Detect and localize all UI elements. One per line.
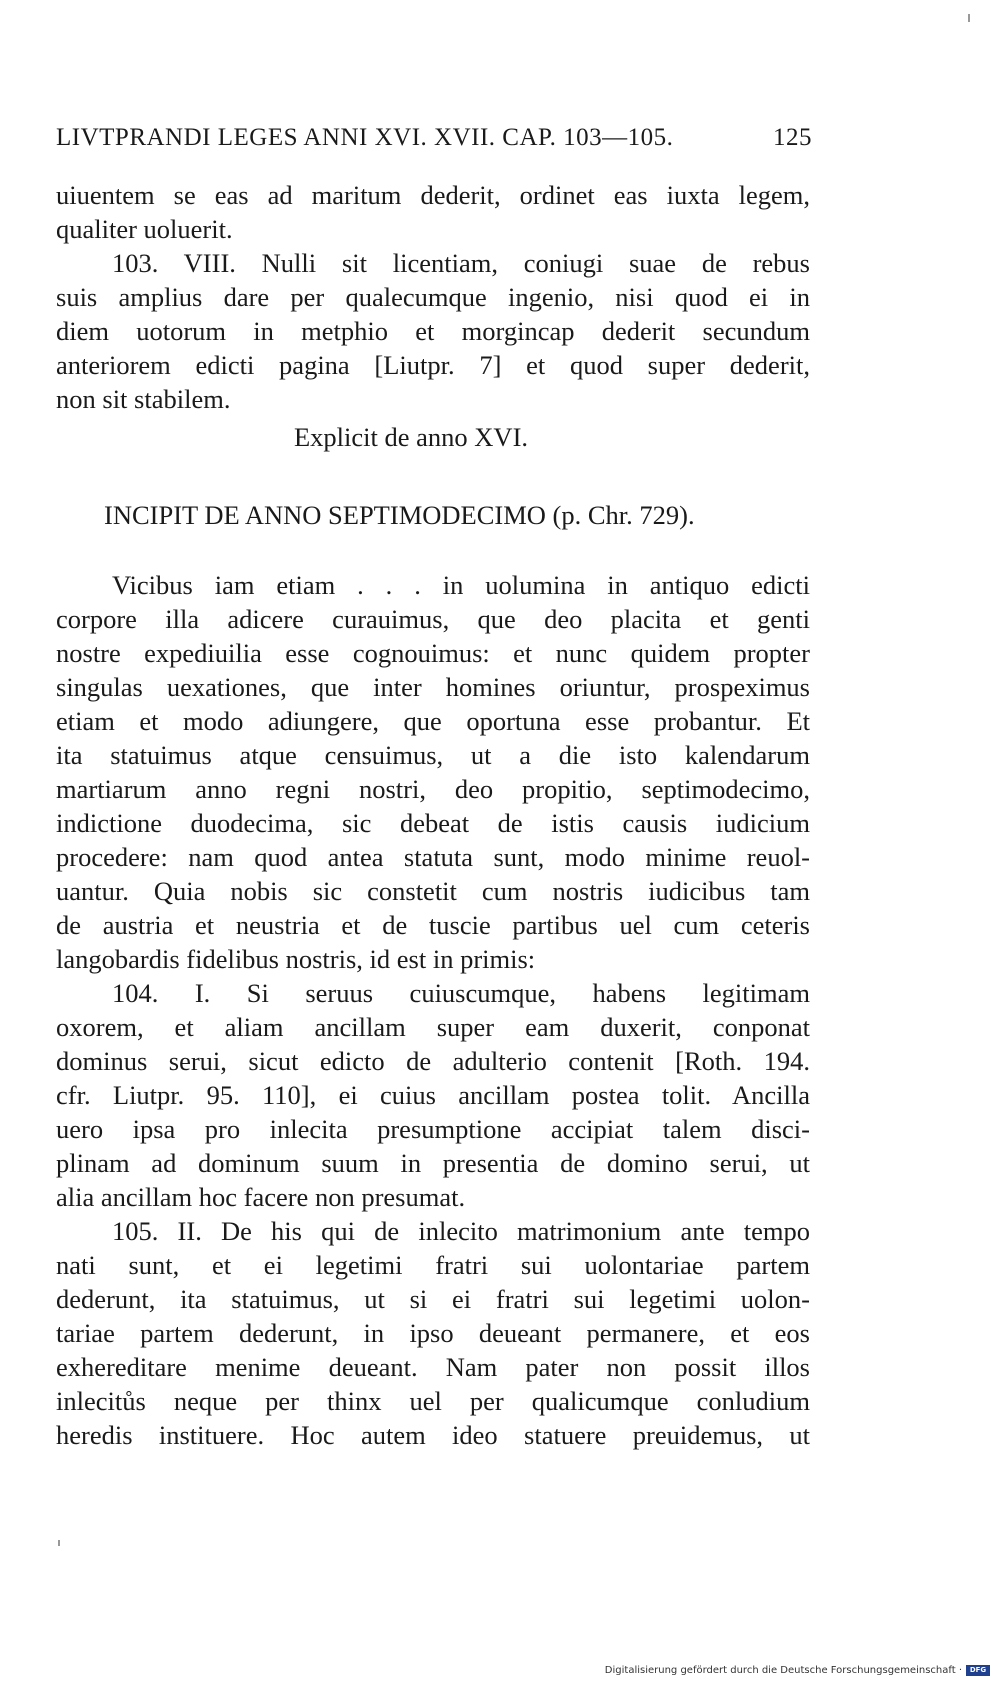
text-line: heredis instituere. Hoc autem ideo statuere preuidemus, ut <box>56 1420 810 1450</box>
scan-mark <box>968 14 970 22</box>
text-line: ita statuimus atque censuimus, ut a die isto kalendarum <box>56 740 810 770</box>
text-line: cfr. Liutpr. 95. 110], ei cuius ancillam postea tolit. Ancilla <box>56 1080 810 1110</box>
text-line: non sit stabilem. <box>56 384 231 414</box>
text-line: nati sunt, et ei legetimi fratri sui uolontariae partem <box>56 1250 810 1280</box>
text-line: uantur. Quia nobis sic constetit cum nostris iudicibus tam <box>56 876 810 906</box>
text-line: tariae partem dederunt, in ipso deueant permanere, et eos <box>56 1318 810 1348</box>
dfg-logo-icon: DFG <box>966 1665 990 1676</box>
section-explicit: Explicit de anno XVI. <box>294 422 529 452</box>
text-line: 105. II. De his qui de inlecito matrimonium ante tempo <box>112 1216 810 1246</box>
text-line: anteriorem edicti pagina [Liutpr. 7] et quod super dederit, <box>56 350 810 380</box>
scan-mark <box>58 1540 60 1546</box>
text-line: procedere: nam quod antea statuta sunt, modo minime reuol- <box>56 842 810 872</box>
text-line: suis amplius dare per qualecumque ingenio, nisi quod ei in <box>56 282 810 312</box>
text-line: de austria et neustria et de tuscie partibus uel cum ceteris <box>56 910 810 940</box>
text-line: indictione duodecima, sic debeat de istis causis iudicium <box>56 808 810 838</box>
text-line: exhereditare menime deueant. Nam pater non possit illos <box>56 1352 810 1382</box>
running-header <box>56 124 812 160</box>
text-line: martiarum anno regni nostri, deo propitio, septimodecimo, <box>56 774 810 804</box>
text-line: 104. I. Si seruus cuiuscumque, habens legitimam <box>112 978 810 1008</box>
text-line: 103. VIII. Nulli sit licentiam, coniugi suae de rebus <box>112 248 810 278</box>
text-line: langobardis fidelibus nostris, id est in primis: <box>56 944 536 974</box>
running-title: LIVTPRANDI LEGES ANNI XVI. XVII. CAP. 103—105. <box>56 124 674 151</box>
page-number: 125 <box>773 124 812 151</box>
text-line: etiam et modo adiungere, que oportuna esse probantur. Et <box>56 706 810 736</box>
credit-text: Digitalisierung gefördert durch die Deutsche Forschungsgemeinschaft · <box>604 1665 962 1676</box>
text-line: uiuentem se eas ad maritum dederit, ordinet eas iuxta legem, <box>56 180 810 210</box>
text-line: uero ipsa pro inlecita presumptione accipiat talem disci- <box>56 1114 810 1144</box>
text-line: nostre expediuilia esse cognouimus: et nunc quidem propter <box>56 638 810 668</box>
text-line: oxorem, et aliam ancillam super eam duxerit, conponat <box>56 1012 810 1042</box>
text-line: singulas uexationes, que inter homines oriuntur, prospeximus <box>56 672 810 702</box>
text-line: diem uotorum in metphio et morgincap dederit secundum <box>56 316 810 346</box>
text-line: Vicibus iam etiam . . . in uolumina in antiquo edicti <box>112 570 810 600</box>
text-line: dederunt, ita statuimus, ut si ei fratri sui legetimi uolon- <box>56 1284 810 1314</box>
text-line: inlecitůs neque per thinx uel per qualicumque conludium <box>56 1386 810 1416</box>
text-line: alia ancillam hoc facere non presumat. <box>56 1182 466 1212</box>
section-heading: INCIPIT DE ANNO SEPTIMODECIMO (p. Chr. 729). <box>104 500 695 530</box>
text-line: qualiter uoluerit. <box>56 214 233 244</box>
text-line: plinam ad dominum suum in presentia de domino serui, ut <box>56 1148 810 1178</box>
text-line: corpore illa adicere curauimus, que deo placita et genti <box>56 604 810 634</box>
text-line: dominus serui, sicut edicto de adulterio contenit [Roth. 194. <box>56 1046 810 1076</box>
digitization-credit <box>605 1665 990 1676</box>
